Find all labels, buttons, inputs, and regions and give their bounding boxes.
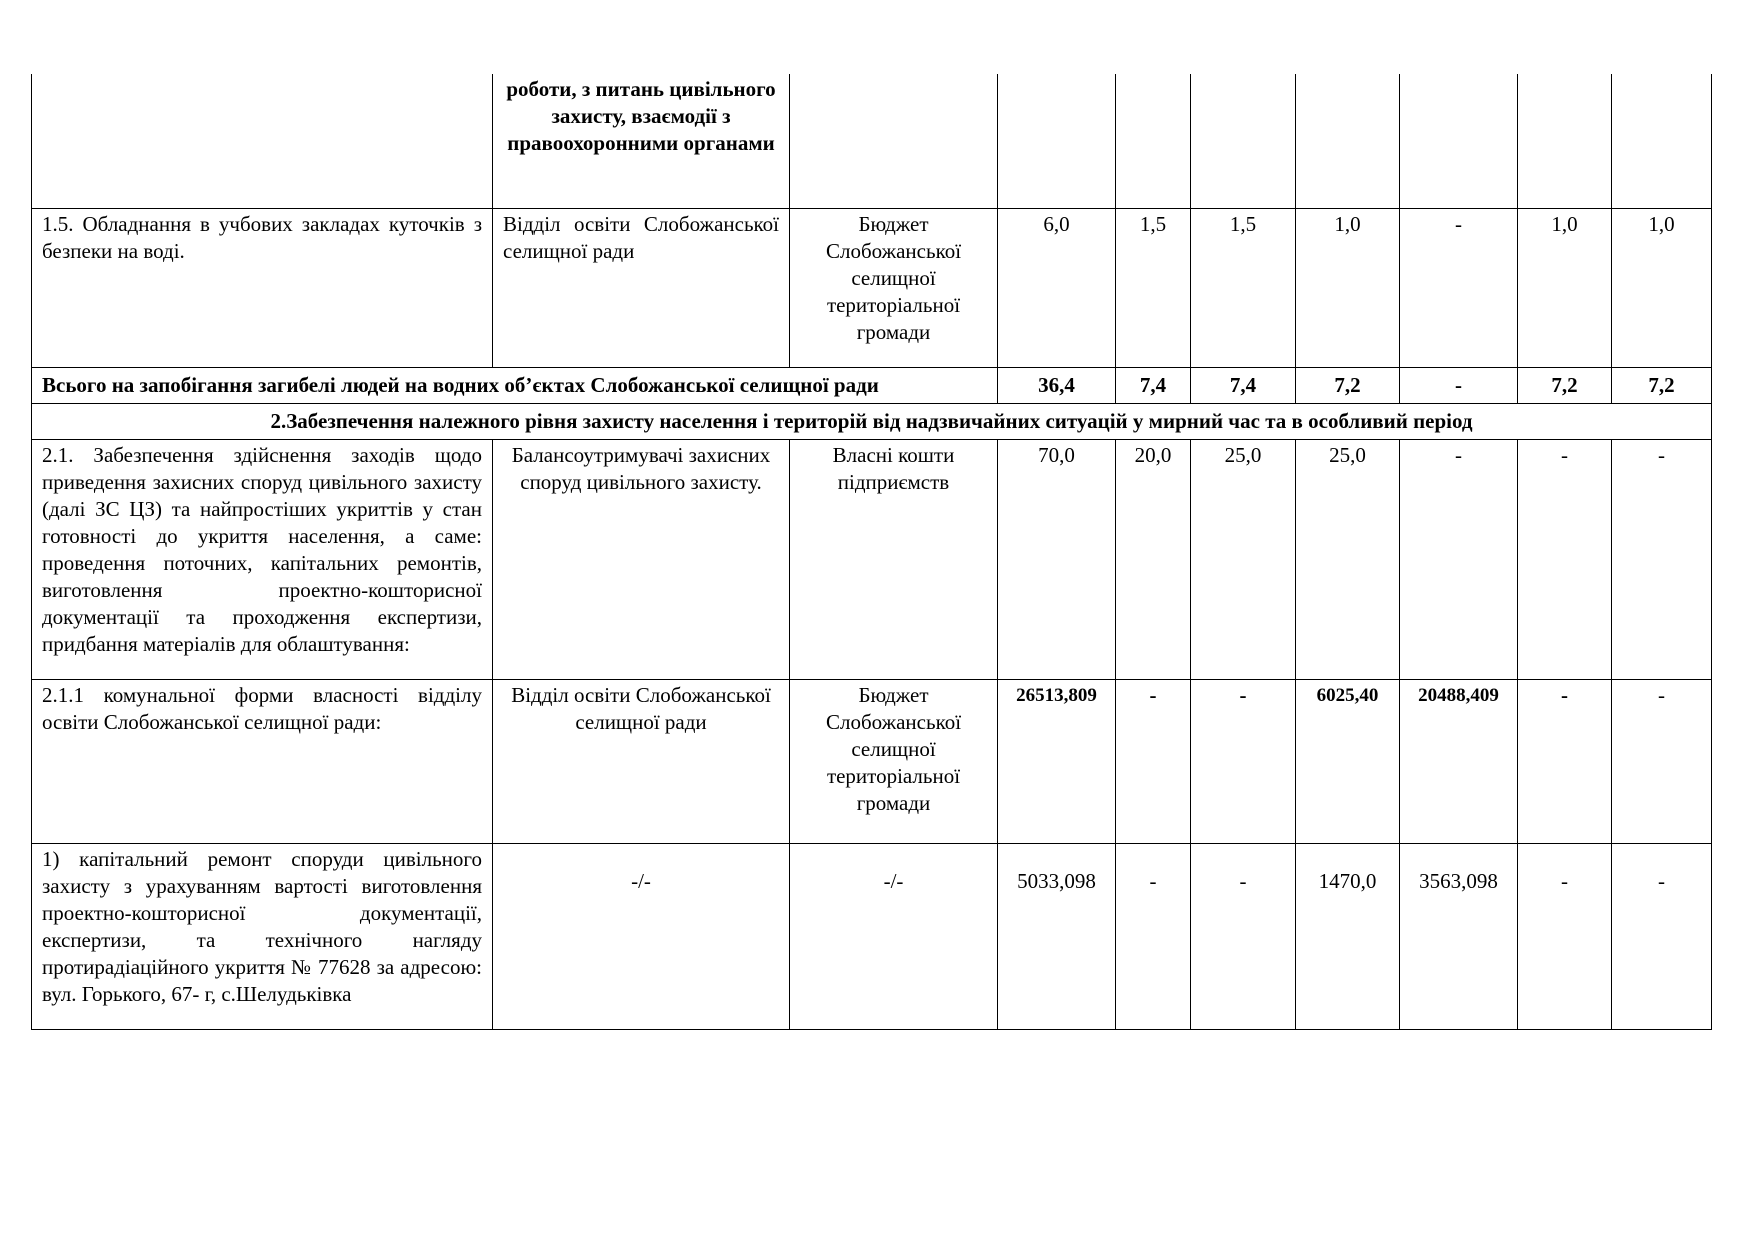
section-title: 2.Забезпечення належного рівня захисту населення і територій від надзвичайних ситуацій у мирний час та в особливий період <box>32 403 1712 439</box>
value-cell <box>1116 74 1191 208</box>
measure-cell: 2.1.1 комунальної форми власності відділу освіти Слобожанської селищної ради: <box>32 679 493 843</box>
table-row <box>32 74 1712 208</box>
total-value-cell: 36,4 <box>998 367 1116 403</box>
source-cell: Власні кошти підприємств <box>790 439 998 679</box>
value-cell: - <box>1116 679 1191 843</box>
value-cell: - <box>1116 843 1191 1029</box>
value-cell: 7,4 <box>1116 367 1191 403</box>
value-cell: 3563,098 <box>1400 843 1518 1029</box>
measure-cell <box>32 74 493 208</box>
value-cell: - <box>1612 679 1712 843</box>
total-row <box>32 367 1712 403</box>
total-label: Всього на запобігання загибелі людей на водних об’єктах Слобожанської селищної ради <box>32 367 998 403</box>
value-cell: 20488,409 <box>1400 679 1518 843</box>
value-cell: - <box>1518 439 1612 679</box>
value-cell: 1,0 <box>1612 208 1712 367</box>
measure-cell: 1) капітальний ремонт споруди цивільного захисту з урахуванням вартості виготовлення проектно-кошторисної документації, експертизи, та технічного нагляду протирадіаційного укриття № 77628 за адресою: вул. Горького, 67- г, с.Шелудьківка <box>32 843 493 1029</box>
executor-cell: Балансоутримувачі захисних споруд цивільного захисту. <box>493 439 790 679</box>
value-cell <box>1191 74 1296 208</box>
value-cell: 1,5 <box>1191 208 1296 367</box>
measure-cell: 1.5. Обладнання в учбових закладах куточків з безпеки на воді. <box>32 208 493 367</box>
executor-cell: -/- <box>493 843 790 1029</box>
value-cell: - <box>1518 843 1612 1029</box>
table-row <box>32 843 1712 1029</box>
value-cell: 1,5 <box>1116 208 1191 367</box>
value-cell: 25,0 <box>1191 439 1296 679</box>
value-cell: 7,2 <box>1296 367 1400 403</box>
value-cell: - <box>1400 367 1518 403</box>
measure-cell: 2.1. Забезпечення здійснення заходів щодо приведення захисних споруд цивільного захисту (далі ЗС ЦЗ) та найпростіших укриттів у стан готовності до укриття населення, а саме: проведення поточних, капітальних ремонтів, виготовлення проектно-кошторисної документації та проходження експертизи, придбання матеріалів для облаштування: <box>32 439 493 679</box>
value-cell <box>1296 74 1400 208</box>
table-row <box>32 679 1712 843</box>
value-cell: - <box>1191 679 1296 843</box>
value-cell: - <box>1612 439 1712 679</box>
value-cell <box>1612 74 1712 208</box>
source-cell: Бюджет Слобожанської селищної територіальної громади <box>790 679 998 843</box>
value-cell: - <box>1612 843 1712 1029</box>
value-cell: 20,0 <box>1116 439 1191 679</box>
total-value-cell <box>998 74 1116 208</box>
value-cell: - <box>1400 208 1518 367</box>
value-cell: 7,2 <box>1612 367 1712 403</box>
value-cell: 1470,0 <box>1296 843 1400 1029</box>
total-value-cell: 6,0 <box>998 208 1116 367</box>
source-cell <box>790 74 998 208</box>
total-value-cell: 5033,098 <box>998 843 1116 1029</box>
source-cell: Бюджет Слобожанської селищної територіальної громади <box>790 208 998 367</box>
table-row <box>32 208 1712 367</box>
value-cell <box>1518 74 1612 208</box>
table-row <box>32 439 1712 679</box>
source-cell: -/- <box>790 843 998 1029</box>
value-cell: 6025,40 <box>1296 679 1400 843</box>
executor-cell: роботи, з питань цивільного захисту, взаємодії з правоохоронними органами <box>493 74 790 208</box>
total-value-cell: 70,0 <box>998 439 1116 679</box>
value-cell: - <box>1191 843 1296 1029</box>
value-cell: - <box>1518 679 1612 843</box>
value-cell: 7,4 <box>1191 367 1296 403</box>
total-value-cell: 26513,809 <box>998 679 1116 843</box>
value-cell: 7,2 <box>1518 367 1612 403</box>
value-cell: - <box>1400 439 1518 679</box>
executor-cell: Відділ освіти Слобожанської селищної ради <box>493 208 790 367</box>
value-cell <box>1400 74 1518 208</box>
section-header-row <box>32 403 1712 439</box>
executor-cell: Відділ освіти Слобожанської селищної ради <box>493 679 790 843</box>
value-cell: 1,0 <box>1518 208 1612 367</box>
program-measures-table <box>31 74 1712 1030</box>
value-cell: 25,0 <box>1296 439 1400 679</box>
value-cell: 1,0 <box>1296 208 1400 367</box>
